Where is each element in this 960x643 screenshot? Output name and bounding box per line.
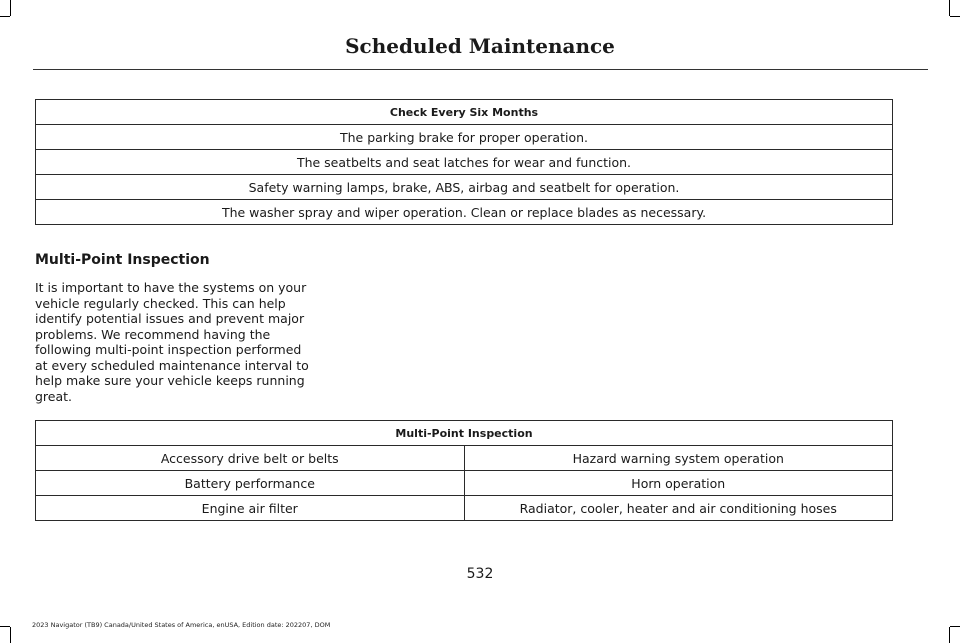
table-row — [36, 471, 893, 496]
table-row — [36, 496, 893, 521]
table-cell: Safety warning lamps, brake, ABS, airbag and seatbelt for operation. — [36, 175, 893, 200]
table-row — [36, 150, 893, 175]
table-cell: Engine air filter — [36, 496, 465, 521]
table-cell: Radiator, cooler, heater and air conditioning hoses — [464, 496, 893, 521]
crop-mark-bottom-left-v — [10, 627, 11, 643]
table-header-row — [36, 421, 893, 446]
section-heading: Multi-Point Inspection — [35, 252, 210, 268]
table-row — [36, 175, 893, 200]
page-title: Scheduled Maintenance — [345, 34, 615, 58]
table-header: Multi-Point Inspection — [36, 421, 893, 446]
table-header-row — [36, 100, 893, 125]
table-cell: The parking brake for proper operation. — [36, 125, 893, 150]
crop-mark-bottom-right-h — [950, 626, 960, 627]
table-cell: Hazard warning system operation — [464, 446, 893, 471]
crop-mark-top-right-v — [949, 0, 950, 16]
crop-mark-top-left-h — [0, 16, 10, 17]
table-row — [36, 200, 893, 225]
table-cell: Horn operation — [464, 471, 893, 496]
table-cell: The seatbelts and seat latches for wear and function. — [36, 150, 893, 175]
crop-mark-top-left-v — [10, 0, 11, 16]
title-divider — [33, 69, 928, 70]
table-cell: The washer spray and wiper operation. Clean or replace blades as necessary. — [36, 200, 893, 225]
table-row — [36, 446, 893, 471]
page-number: 532 — [466, 566, 494, 582]
section-paragraph: It is important to have the systems on your vehicle regularly checked. This can help identify potential issues and prevent major problems. We recommend having the following multi-point inspection performed at every scheduled maintenance interval to help make sure your vehicle keeps running great. — [35, 280, 309, 404]
table-row — [36, 125, 893, 150]
crop-mark-bottom-right-v — [949, 627, 950, 643]
crop-mark-top-right-h — [950, 16, 960, 17]
table-cell: Accessory drive belt or belts — [36, 446, 465, 471]
table-cell: Battery performance — [36, 471, 465, 496]
six-months-table — [35, 99, 893, 225]
crop-mark-bottom-left-h — [0, 626, 10, 627]
multi-point-inspection-table — [35, 420, 893, 521]
footer-edition-text: 2023 Navigator (TB9) Canada/United States of America, enUSA, Edition date: 202207, DOM — [32, 621, 331, 629]
table-header: Check Every Six Months — [36, 100, 893, 125]
